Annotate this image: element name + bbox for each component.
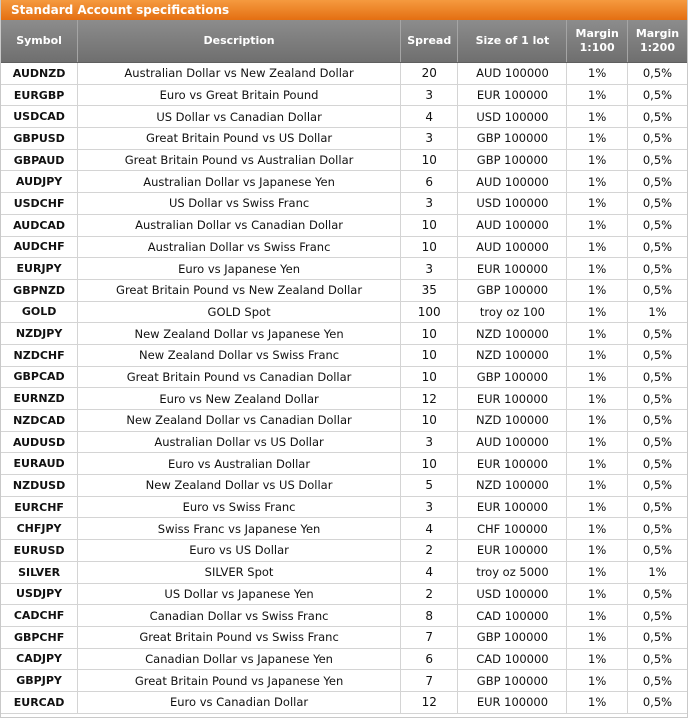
cell-spread: 10 bbox=[400, 453, 458, 475]
cell-spread: 3 bbox=[400, 84, 458, 106]
cell-symbol: SILVER bbox=[1, 561, 78, 583]
table-row bbox=[1, 583, 687, 605]
cell-symbol: EURGBP bbox=[1, 84, 78, 106]
table-row bbox=[1, 366, 687, 388]
cell-spread: 10 bbox=[400, 149, 458, 171]
cell-description: Euro vs New Zealand Dollar bbox=[78, 388, 401, 410]
cell-lot-size: EUR 100000 bbox=[458, 453, 567, 475]
specifications-table bbox=[1, 20, 687, 714]
cell-description: Australian Dollar vs Swiss Franc bbox=[78, 236, 401, 258]
cell-lot-size: USD 100000 bbox=[458, 193, 567, 215]
cell-description: Euro vs Great Britain Pound bbox=[78, 84, 401, 106]
table-row bbox=[1, 388, 687, 410]
cell-margin-200: 0,5% bbox=[627, 648, 687, 670]
table-row bbox=[1, 323, 687, 345]
cell-symbol: AUDCHF bbox=[1, 236, 78, 258]
cell-margin-200: 0,5% bbox=[627, 518, 687, 540]
cell-margin-200: 1% bbox=[627, 561, 687, 583]
cell-lot-size: EUR 100000 bbox=[458, 388, 567, 410]
cell-spread: 6 bbox=[400, 648, 458, 670]
table-row bbox=[1, 431, 687, 453]
table-row bbox=[1, 193, 687, 215]
cell-lot-size: troy oz 100 bbox=[458, 301, 567, 323]
table-row bbox=[1, 670, 687, 692]
cell-margin-200: 0,5% bbox=[627, 431, 687, 453]
cell-description: Great Britain Pound vs Japanese Yen bbox=[78, 670, 401, 692]
cell-description: Australian Dollar vs US Dollar bbox=[78, 431, 401, 453]
cell-lot-size: troy oz 5000 bbox=[458, 561, 567, 583]
cell-description: Great Britain Pound vs Canadian Dollar bbox=[78, 366, 401, 388]
cell-margin-200: 0,5% bbox=[627, 410, 687, 432]
cell-description: Canadian Dollar vs Swiss Franc bbox=[78, 605, 401, 627]
cell-margin-100: 1% bbox=[567, 236, 628, 258]
cell-spread: 20 bbox=[400, 63, 458, 85]
header-margin-100-line1: Margin bbox=[575, 27, 619, 40]
cell-margin-200: 0,5% bbox=[627, 171, 687, 193]
cell-margin-200: 0,5% bbox=[627, 323, 687, 345]
cell-spread: 10 bbox=[400, 323, 458, 345]
cell-description: Great Britain Pound vs New Zealand Dollar bbox=[78, 279, 401, 301]
cell-symbol: AUDUSD bbox=[1, 431, 78, 453]
cell-margin-200: 0,5% bbox=[627, 366, 687, 388]
cell-lot-size: AUD 100000 bbox=[458, 171, 567, 193]
cell-margin-100: 1% bbox=[567, 301, 628, 323]
cell-description: New Zealand Dollar vs US Dollar bbox=[78, 475, 401, 497]
cell-margin-200: 0,5% bbox=[627, 540, 687, 562]
cell-symbol: GBPUSD bbox=[1, 128, 78, 150]
cell-margin-100: 1% bbox=[567, 410, 628, 432]
cell-lot-size: AUD 100000 bbox=[458, 214, 567, 236]
cell-margin-100: 1% bbox=[567, 84, 628, 106]
cell-symbol: AUDCAD bbox=[1, 214, 78, 236]
cell-spread: 35 bbox=[400, 279, 458, 301]
cell-description: Great Britain Pound vs Swiss Franc bbox=[78, 626, 401, 648]
cell-margin-100: 1% bbox=[567, 279, 628, 301]
table-row bbox=[1, 475, 687, 497]
table-row bbox=[1, 518, 687, 540]
cell-spread: 7 bbox=[400, 626, 458, 648]
cell-description: Canadian Dollar vs Japanese Yen bbox=[78, 648, 401, 670]
table-row bbox=[1, 561, 687, 583]
cell-margin-100: 1% bbox=[567, 388, 628, 410]
cell-margin-100: 1% bbox=[567, 193, 628, 215]
cell-symbol: CADCHF bbox=[1, 605, 78, 627]
cell-spread: 4 bbox=[400, 518, 458, 540]
cell-symbol: GBPNZD bbox=[1, 279, 78, 301]
cell-symbol: CADJPY bbox=[1, 648, 78, 670]
cell-spread: 3 bbox=[400, 431, 458, 453]
cell-symbol: USDJPY bbox=[1, 583, 78, 605]
cell-spread: 3 bbox=[400, 496, 458, 518]
cell-margin-200: 0,5% bbox=[627, 279, 687, 301]
cell-symbol: GBPCAD bbox=[1, 366, 78, 388]
table-row bbox=[1, 214, 687, 236]
cell-margin-100: 1% bbox=[567, 518, 628, 540]
cell-symbol: NZDJPY bbox=[1, 323, 78, 345]
cell-margin-100: 1% bbox=[567, 540, 628, 562]
cell-description: Euro vs Japanese Yen bbox=[78, 258, 401, 280]
header-margin-100-line2: 1:100 bbox=[579, 41, 615, 54]
cell-margin-100: 1% bbox=[567, 626, 628, 648]
cell-lot-size: NZD 100000 bbox=[458, 323, 567, 345]
cell-symbol: EURNZD bbox=[1, 388, 78, 410]
cell-margin-200: 0,5% bbox=[627, 605, 687, 627]
cell-symbol: NZDCAD bbox=[1, 410, 78, 432]
table-row bbox=[1, 236, 687, 258]
cell-margin-100: 1% bbox=[567, 496, 628, 518]
cell-lot-size: AUD 100000 bbox=[458, 431, 567, 453]
cell-margin-100: 1% bbox=[567, 128, 628, 150]
cell-margin-200: 0,5% bbox=[627, 258, 687, 280]
cell-lot-size: USD 100000 bbox=[458, 583, 567, 605]
cell-lot-size: CAD 100000 bbox=[458, 648, 567, 670]
cell-lot-size: EUR 100000 bbox=[458, 84, 567, 106]
cell-spread: 7 bbox=[400, 670, 458, 692]
cell-description: Australian Dollar vs New Zealand Dollar bbox=[78, 63, 401, 85]
cell-description: Euro vs Canadian Dollar bbox=[78, 691, 401, 713]
cell-lot-size: CHF 100000 bbox=[458, 518, 567, 540]
cell-symbol: AUDJPY bbox=[1, 171, 78, 193]
table-row bbox=[1, 128, 687, 150]
cell-description: US Dollar vs Canadian Dollar bbox=[78, 106, 401, 128]
cell-description: Euro vs Swiss Franc bbox=[78, 496, 401, 518]
cell-margin-100: 1% bbox=[567, 63, 628, 85]
cell-symbol: EURJPY bbox=[1, 258, 78, 280]
table-row bbox=[1, 691, 687, 713]
cell-symbol: EURUSD bbox=[1, 540, 78, 562]
cell-spread: 12 bbox=[400, 691, 458, 713]
cell-lot-size: GBP 100000 bbox=[458, 149, 567, 171]
cell-spread: 2 bbox=[400, 583, 458, 605]
cell-margin-100: 1% bbox=[567, 149, 628, 171]
cell-margin-200: 0,5% bbox=[627, 149, 687, 171]
cell-lot-size: NZD 100000 bbox=[458, 410, 567, 432]
table-row bbox=[1, 106, 687, 128]
table-header-row bbox=[1, 20, 687, 63]
cell-symbol: USDCHF bbox=[1, 193, 78, 215]
header-symbol: Symbol bbox=[1, 20, 78, 63]
cell-spread: 10 bbox=[400, 214, 458, 236]
cell-margin-100: 1% bbox=[567, 605, 628, 627]
cell-symbol: GOLD bbox=[1, 301, 78, 323]
cell-lot-size: GBP 100000 bbox=[458, 670, 567, 692]
cell-margin-100: 1% bbox=[567, 431, 628, 453]
cell-description: SILVER Spot bbox=[78, 561, 401, 583]
header-margin-200 bbox=[627, 20, 687, 63]
cell-spread: 5 bbox=[400, 475, 458, 497]
cell-spread: 2 bbox=[400, 540, 458, 562]
table-row bbox=[1, 63, 687, 85]
cell-description: New Zealand Dollar vs Japanese Yen bbox=[78, 323, 401, 345]
cell-margin-200: 0,5% bbox=[627, 84, 687, 106]
cell-margin-100: 1% bbox=[567, 258, 628, 280]
cell-spread: 3 bbox=[400, 128, 458, 150]
cell-description: Great Britain Pound vs Australian Dollar bbox=[78, 149, 401, 171]
cell-margin-200: 0,5% bbox=[627, 475, 687, 497]
cell-description: Australian Dollar vs Japanese Yen bbox=[78, 171, 401, 193]
cell-margin-100: 1% bbox=[567, 171, 628, 193]
cell-margin-200: 0,5% bbox=[627, 63, 687, 85]
cell-symbol: NZDCHF bbox=[1, 344, 78, 366]
cell-margin-200: 0,5% bbox=[627, 128, 687, 150]
cell-description: New Zealand Dollar vs Canadian Dollar bbox=[78, 410, 401, 432]
cell-margin-100: 1% bbox=[567, 214, 628, 236]
cell-spread: 10 bbox=[400, 410, 458, 432]
cell-margin-200: 0,5% bbox=[627, 496, 687, 518]
cell-margin-200: 0,5% bbox=[627, 670, 687, 692]
table-row bbox=[1, 453, 687, 475]
cell-lot-size: USD 100000 bbox=[458, 106, 567, 128]
header-spread: Spread bbox=[400, 20, 458, 63]
cell-symbol: CHFJPY bbox=[1, 518, 78, 540]
cell-margin-100: 1% bbox=[567, 453, 628, 475]
cell-description: New Zealand Dollar vs Swiss Franc bbox=[78, 344, 401, 366]
table-row bbox=[1, 626, 687, 648]
cell-margin-200: 1% bbox=[627, 301, 687, 323]
cell-lot-size: EUR 100000 bbox=[458, 258, 567, 280]
cell-margin-100: 1% bbox=[567, 344, 628, 366]
cell-spread: 4 bbox=[400, 106, 458, 128]
header-margin-200-line2: 1:200 bbox=[639, 41, 675, 54]
cell-lot-size: AUD 100000 bbox=[458, 236, 567, 258]
cell-margin-200: 0,5% bbox=[627, 106, 687, 128]
cell-margin-200: 0,5% bbox=[627, 344, 687, 366]
header-margin-200-line1: Margin bbox=[635, 27, 680, 40]
table-row bbox=[1, 258, 687, 280]
cell-lot-size: NZD 100000 bbox=[458, 475, 567, 497]
cell-spread: 12 bbox=[400, 388, 458, 410]
cell-spread: 100 bbox=[400, 301, 458, 323]
cell-lot-size: EUR 100000 bbox=[458, 496, 567, 518]
cell-symbol: GBPAUD bbox=[1, 149, 78, 171]
table-row bbox=[1, 301, 687, 323]
cell-description: US Dollar vs Swiss Franc bbox=[78, 193, 401, 215]
cell-lot-size: EUR 100000 bbox=[458, 691, 567, 713]
cell-lot-size: GBP 100000 bbox=[458, 626, 567, 648]
cell-symbol: GBPJPY bbox=[1, 670, 78, 692]
cell-description: Euro vs US Dollar bbox=[78, 540, 401, 562]
cell-margin-200: 0,5% bbox=[627, 691, 687, 713]
cell-spread: 3 bbox=[400, 193, 458, 215]
cell-lot-size: GBP 100000 bbox=[458, 366, 567, 388]
header-lot-size: Size of 1 lot bbox=[458, 20, 567, 63]
cell-symbol: EURCHF bbox=[1, 496, 78, 518]
cell-symbol: GBPCHF bbox=[1, 626, 78, 648]
cell-margin-100: 1% bbox=[567, 323, 628, 345]
table-row bbox=[1, 149, 687, 171]
cell-lot-size: GBP 100000 bbox=[458, 128, 567, 150]
cell-margin-100: 1% bbox=[567, 366, 628, 388]
cell-spread: 10 bbox=[400, 366, 458, 388]
table-row bbox=[1, 605, 687, 627]
cell-margin-100: 1% bbox=[567, 106, 628, 128]
cell-lot-size: NZD 100000 bbox=[458, 344, 567, 366]
table-row bbox=[1, 410, 687, 432]
cell-lot-size: CAD 100000 bbox=[458, 605, 567, 627]
cell-margin-100: 1% bbox=[567, 475, 628, 497]
cell-description: Australian Dollar vs Canadian Dollar bbox=[78, 214, 401, 236]
cell-margin-100: 1% bbox=[567, 648, 628, 670]
cell-margin-200: 0,5% bbox=[627, 193, 687, 215]
cell-lot-size: GBP 100000 bbox=[458, 279, 567, 301]
cell-description: Swiss Franc vs Japanese Yen bbox=[78, 518, 401, 540]
cell-spread: 10 bbox=[400, 236, 458, 258]
cell-description: Euro vs Australian Dollar bbox=[78, 453, 401, 475]
cell-spread: 3 bbox=[400, 258, 458, 280]
table-row bbox=[1, 344, 687, 366]
cell-symbol: EURAUD bbox=[1, 453, 78, 475]
table-row bbox=[1, 496, 687, 518]
cell-symbol: USDCAD bbox=[1, 106, 78, 128]
header-description: Description bbox=[78, 20, 401, 63]
cell-lot-size: AUD 100000 bbox=[458, 63, 567, 85]
header-margin-100 bbox=[567, 20, 628, 63]
cell-margin-100: 1% bbox=[567, 670, 628, 692]
cell-margin-200: 0,5% bbox=[627, 583, 687, 605]
table-body bbox=[1, 63, 687, 714]
cell-spread: 8 bbox=[400, 605, 458, 627]
cell-margin-100: 1% bbox=[567, 583, 628, 605]
cell-symbol: EURCAD bbox=[1, 691, 78, 713]
cell-margin-200: 0,5% bbox=[627, 626, 687, 648]
cell-description: Great Britain Pound vs US Dollar bbox=[78, 128, 401, 150]
cell-description: GOLD Spot bbox=[78, 301, 401, 323]
table-row bbox=[1, 279, 687, 301]
cell-margin-200: 0,5% bbox=[627, 453, 687, 475]
cell-spread: 6 bbox=[400, 171, 458, 193]
cell-margin-200: 0,5% bbox=[627, 214, 687, 236]
cell-spread: 4 bbox=[400, 561, 458, 583]
table-row bbox=[1, 540, 687, 562]
table-row bbox=[1, 84, 687, 106]
cell-margin-100: 1% bbox=[567, 561, 628, 583]
cell-margin-200: 0,5% bbox=[627, 236, 687, 258]
cell-margin-200: 0,5% bbox=[627, 388, 687, 410]
cell-spread: 10 bbox=[400, 344, 458, 366]
table-row bbox=[1, 171, 687, 193]
panel-title: Standard Account specifications bbox=[1, 0, 687, 20]
cell-symbol: AUDNZD bbox=[1, 63, 78, 85]
cell-description: US Dollar vs Japanese Yen bbox=[78, 583, 401, 605]
cell-margin-100: 1% bbox=[567, 691, 628, 713]
table-row bbox=[1, 648, 687, 670]
cell-lot-size: EUR 100000 bbox=[458, 540, 567, 562]
cell-symbol: NZDUSD bbox=[1, 475, 78, 497]
